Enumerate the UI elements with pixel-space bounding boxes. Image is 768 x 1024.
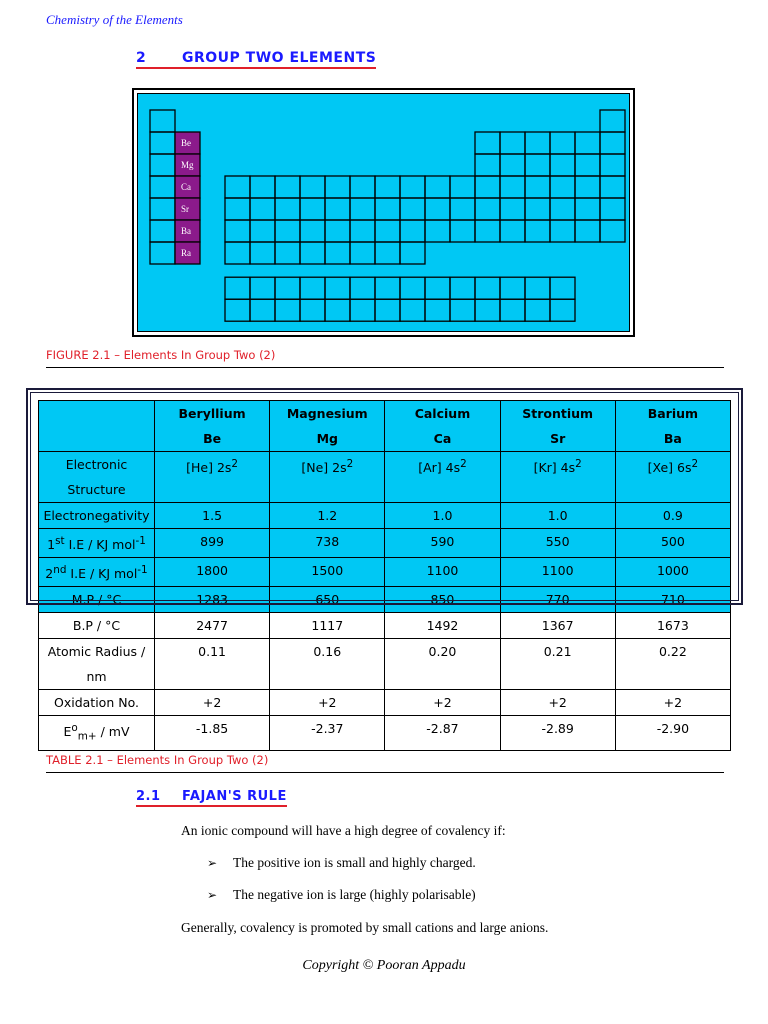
row-label-line: B.P / °C: [72, 618, 121, 634]
value-cell: 1.5: [155, 503, 270, 529]
arrow-bullet-icon: ➢: [207, 856, 218, 870]
value-cell: 500: [615, 529, 730, 558]
row-label-line: Electronegativity: [43, 508, 150, 523]
f-block-cell: [475, 277, 500, 299]
value-cell: 0.22: [615, 639, 730, 690]
row-label-cell: 1st I.E / KJ mol$^{-1}$: [39, 529, 155, 558]
element-name: Calcium: [414, 406, 471, 421]
element-cell: [400, 242, 425, 264]
element-name: Strontium: [522, 406, 594, 421]
f-block-cell: [350, 299, 375, 321]
element-symbol: Mg: [181, 160, 194, 170]
element-name: Beryllium: [178, 406, 246, 421]
element-cell: [525, 176, 550, 198]
f-block-cell: [325, 299, 350, 321]
element-header-cell: [615, 401, 730, 452]
element-cell: [550, 198, 575, 220]
row-label-line: nm: [86, 669, 107, 685]
element-cell: [600, 198, 625, 220]
fajan-intro: An ionic compound will have a high degree of covalency if:: [181, 823, 506, 838]
element-cell: [500, 154, 525, 176]
row-label-cell: [39, 613, 155, 639]
f-block-cell: [450, 299, 475, 321]
f-block-cell: [475, 299, 500, 321]
value-cell: +2: [500, 690, 615, 716]
f-block-cell: [350, 277, 375, 299]
element-cell: [550, 176, 575, 198]
element-cell: [575, 198, 600, 220]
value-cell: +2: [615, 690, 730, 716]
element-cell: [575, 132, 600, 154]
value-cell: 710: [615, 587, 730, 613]
properties-table-container: [38, 400, 731, 751]
bullet-text: The positive ion is small and highly charged.: [233, 855, 476, 870]
element-cell: [300, 176, 325, 198]
element-cell: [325, 198, 350, 220]
element-cell: [425, 198, 450, 220]
table-row: [39, 503, 731, 529]
element-cell: [350, 198, 375, 220]
value-cell: 1367: [500, 613, 615, 639]
element-cell: [550, 220, 575, 242]
value-cell: 0.9: [615, 503, 730, 529]
value-cell: 1000: [615, 558, 730, 587]
element-cell: [500, 220, 525, 242]
element-cell: [250, 220, 275, 242]
element-cell: [250, 176, 275, 198]
element-name: Magnesium: [286, 406, 368, 421]
element-cell: [375, 242, 400, 264]
element-cell: [350, 242, 375, 264]
value-cell: 550: [500, 529, 615, 558]
value-cell: 899: [155, 529, 270, 558]
value-cell: -2.37: [270, 716, 385, 751]
f-block-cell: [550, 299, 575, 321]
section-heading: [136, 50, 376, 69]
element-symbol: Be: [181, 138, 191, 148]
element-name: Barium: [647, 406, 699, 421]
element-cell: [550, 132, 575, 154]
value-cell: 650: [270, 587, 385, 613]
value-cell: [Kr] $4s^2$: [500, 452, 615, 503]
element-cell: [500, 176, 525, 198]
element-cell: [275, 198, 300, 220]
value-cell: 0.16: [270, 639, 385, 690]
value-cell: 1.2: [270, 503, 385, 529]
f-block-cell: [375, 299, 400, 321]
periodic-table-grid: [138, 94, 629, 331]
element-cell: [350, 176, 375, 198]
value-cell: 0.20: [385, 639, 500, 690]
table-corner-cell: [39, 401, 155, 452]
f-block-cell: [525, 299, 550, 321]
element-symbol: Ca: [181, 182, 191, 192]
element-cell: [475, 154, 500, 176]
element-cell: [600, 154, 625, 176]
arrow-bullet-icon: ➢: [207, 888, 218, 902]
row-label-line: Atomic Radius /: [47, 644, 146, 660]
element-cell: [475, 176, 500, 198]
row-label-line: Structure: [67, 482, 126, 497]
value-cell: 1800: [155, 558, 270, 587]
element-cell: [450, 176, 475, 198]
f-block-cell: [500, 277, 525, 299]
element-cell: [525, 198, 550, 220]
f-block-cell: [300, 299, 325, 321]
bullet-text: The negative ion is large (highly polarisable): [233, 887, 476, 902]
element-cell: [225, 220, 250, 242]
value-cell: 590: [385, 529, 500, 558]
element-symbol: Sr: [181, 204, 190, 214]
element-cell: [475, 198, 500, 220]
f-block-cell: [425, 277, 450, 299]
element-cell: [550, 154, 575, 176]
f-block-cell: [400, 299, 425, 321]
row-label-cell: [39, 690, 155, 716]
element-cell: [250, 198, 275, 220]
properties-table: [38, 400, 731, 751]
element-cell: [150, 110, 175, 132]
row-label-cell: [39, 503, 155, 529]
element-cell: [525, 220, 550, 242]
value-cell: 738: [270, 529, 385, 558]
table-row: [39, 529, 731, 558]
element-symbol: Sr: [550, 431, 566, 446]
bullet-item: [207, 855, 476, 871]
f-block-cell: [500, 299, 525, 321]
row-label-cell: 2nd I.E / KJ mol$^{-1}$: [39, 558, 155, 587]
value-cell: [Ar] $4s^2$: [385, 452, 500, 503]
element-cell: [575, 220, 600, 242]
element-cell: [150, 242, 175, 264]
fajan-conclusion: Generally, covalency is promoted by small cations and large anions.: [181, 920, 549, 935]
value-cell: 2477: [155, 613, 270, 639]
element-cell: [425, 176, 450, 198]
f-block-cell: [375, 277, 400, 299]
element-cell: [275, 176, 300, 198]
f-block-cell: [400, 277, 425, 299]
element-symbol: Ca: [433, 431, 452, 446]
row-label-cell: $E^o_{m+}$ / mV: [39, 716, 155, 751]
element-cell: [475, 220, 500, 242]
value-cell: 1500: [270, 558, 385, 587]
value-cell: -2.89: [500, 716, 615, 751]
element-cell: [275, 220, 300, 242]
element-cell: [325, 220, 350, 242]
element-header-cell: [155, 401, 270, 452]
element-cell: [600, 110, 625, 132]
f-block-cell: [450, 277, 475, 299]
subsection-number: 2.1: [136, 789, 161, 804]
value-cell: 1100: [500, 558, 615, 587]
f-block-cell: [300, 277, 325, 299]
subsection-heading: [136, 789, 287, 807]
value-cell: +2: [385, 690, 500, 716]
table-header-row: [39, 401, 731, 452]
element-cell: [375, 176, 400, 198]
value-cell: 1100: [385, 558, 500, 587]
element-cell: [525, 132, 550, 154]
element-cell: [150, 176, 175, 198]
element-cell: [575, 154, 600, 176]
value-cell: 1673: [615, 613, 730, 639]
row-label-line: Oxidation No.: [54, 695, 139, 711]
element-cell: [600, 176, 625, 198]
table-caption-rule: [46, 772, 724, 773]
element-header-cell: [500, 401, 615, 452]
figure-caption-rule: [46, 367, 724, 368]
element-cell: [150, 154, 175, 176]
f-block-cell: [250, 277, 275, 299]
f-block-cell: [275, 299, 300, 321]
element-header-cell: [385, 401, 500, 452]
element-cell: [400, 176, 425, 198]
row-label-line: Electronic: [65, 457, 128, 472]
table-caption: TABLE 2.1 – Elements In Group Two (2): [46, 753, 269, 767]
element-cell: [500, 132, 525, 154]
table-row: [39, 587, 731, 613]
element-symbol: Ba: [181, 226, 191, 236]
element-cell: [225, 176, 250, 198]
value-cell: [He] $2s^2$: [155, 452, 270, 503]
element-cell: [225, 198, 250, 220]
periodic-table-figure: [132, 88, 635, 337]
element-cell: [500, 198, 525, 220]
element-cell: [300, 198, 325, 220]
value-cell: +2: [155, 690, 270, 716]
value-cell: 1.0: [385, 503, 500, 529]
element-symbol: Mg: [316, 431, 338, 446]
row-label-cell: [39, 452, 155, 503]
value-cell: 1117: [270, 613, 385, 639]
element-cell: [300, 242, 325, 264]
element-cell: [350, 220, 375, 242]
value-cell: -2.87: [385, 716, 500, 751]
element-symbol: Ba: [663, 431, 682, 446]
value-cell: 850: [385, 587, 500, 613]
periodic-table-background: [137, 93, 630, 332]
value-cell: +2: [270, 690, 385, 716]
value-cell: 0.21: [500, 639, 615, 690]
f-block-cell: [325, 277, 350, 299]
f-block-cell: [550, 277, 575, 299]
table-row: [39, 452, 731, 503]
value-cell: 770: [500, 587, 615, 613]
element-cell: [450, 198, 475, 220]
element-cell: [300, 220, 325, 242]
element-cell: [250, 242, 275, 264]
table-row: [39, 558, 731, 587]
table-row: [39, 716, 731, 751]
element-symbol: Be: [203, 431, 222, 446]
row-label-cell: [39, 639, 155, 690]
table-row: [39, 639, 731, 690]
value-cell: 1.0: [500, 503, 615, 529]
section-number: 2: [136, 50, 147, 66]
copyright-footer: Copyright © Pooran Appadu: [302, 958, 466, 973]
section-title: GROUP TWO ELEMENTS: [182, 50, 377, 66]
element-cell: [275, 242, 300, 264]
f-block-cell: [225, 299, 250, 321]
element-cell: [450, 220, 475, 242]
value-cell: -1.85: [155, 716, 270, 751]
element-cell: [375, 220, 400, 242]
f-block-cell: [275, 277, 300, 299]
running-header: Chemistry of the Elements: [46, 12, 183, 27]
element-cell: [525, 154, 550, 176]
element-cell: [425, 220, 450, 242]
element-cell: [325, 242, 350, 264]
f-block-cell: [225, 277, 250, 299]
element-symbol: Ra: [181, 248, 191, 258]
element-cell: [375, 198, 400, 220]
element-cell: [150, 132, 175, 154]
value-cell: 1492: [385, 613, 500, 639]
element-cell: [600, 132, 625, 154]
element-cell: [225, 242, 250, 264]
element-cell: [150, 198, 175, 220]
f-block-cell: [425, 299, 450, 321]
f-block-cell: [525, 277, 550, 299]
value-cell: [Xe] $6s^2$: [615, 452, 730, 503]
f-block-cell: [250, 299, 275, 321]
row-label-line: M.P / °C: [71, 592, 122, 608]
table-row: [39, 690, 731, 716]
figure-caption: FIGURE 2.1 – Elements In Group Two (2): [46, 348, 276, 362]
element-header-cell: [270, 401, 385, 452]
element-cell: [325, 176, 350, 198]
element-cell: [475, 132, 500, 154]
element-cell: [150, 220, 175, 242]
table-row: [39, 613, 731, 639]
value-cell: -2.90: [615, 716, 730, 751]
element-cell: [600, 220, 625, 242]
element-cell: [400, 220, 425, 242]
element-cell: [575, 176, 600, 198]
row-label-cell: [39, 587, 155, 613]
bullet-item: [207, 887, 476, 903]
element-cell: [400, 198, 425, 220]
value-cell: [Ne] $2s^2$: [270, 452, 385, 503]
subsection-title: FAJAN'S RULE: [182, 789, 287, 804]
value-cell: 0.11: [155, 639, 270, 690]
value-cell: 1283: [155, 587, 270, 613]
